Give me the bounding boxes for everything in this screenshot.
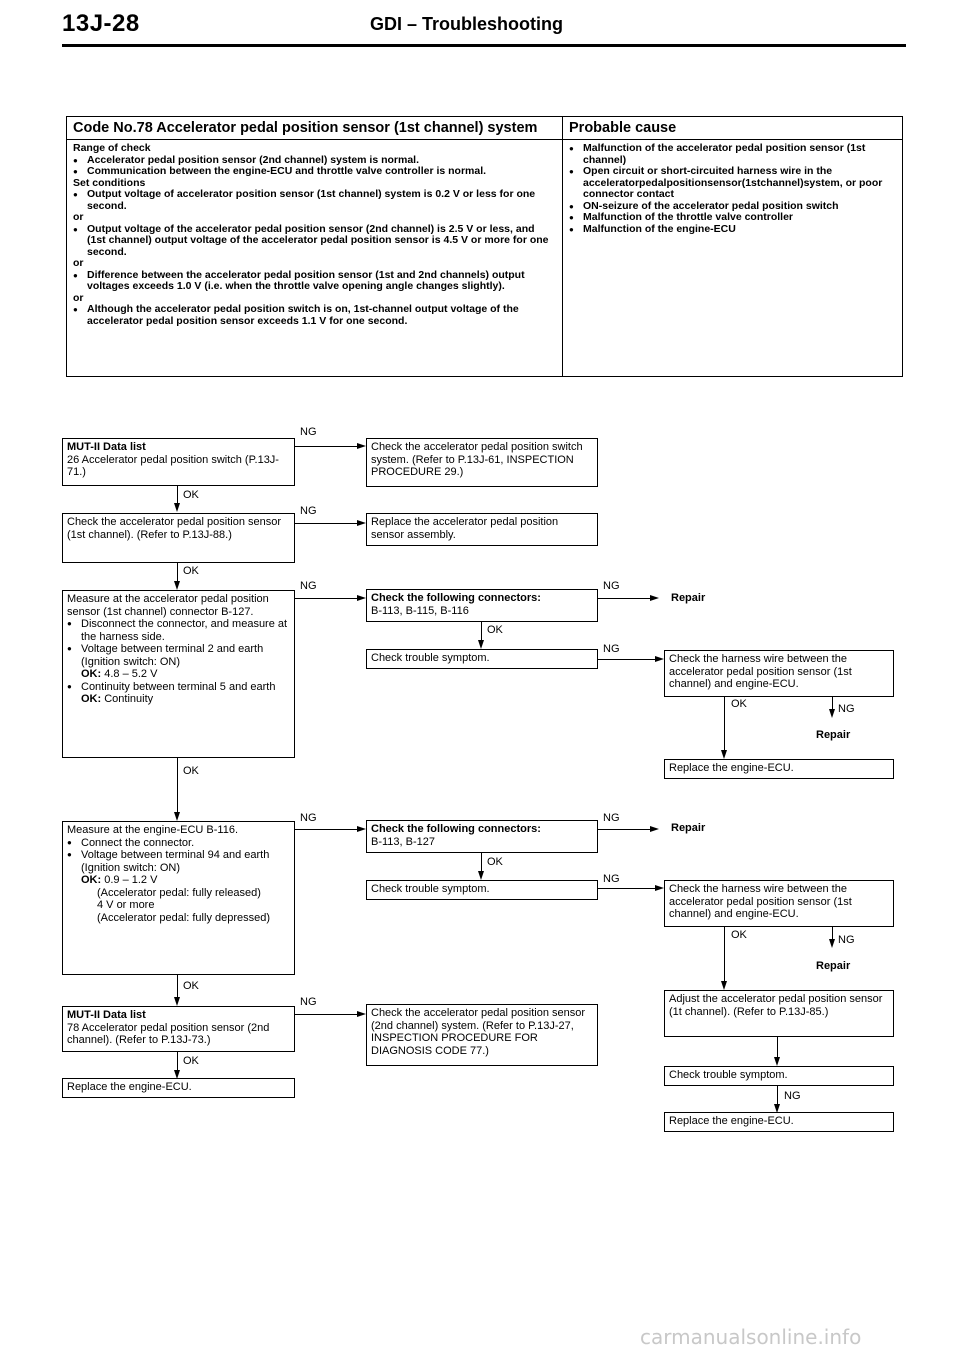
connector [777, 1086, 778, 1105]
cause-item: ● Malfunction of the throttle valve controller [569, 212, 896, 224]
arrow-down [721, 750, 727, 759]
box-text: Check trouble symptom. [371, 883, 490, 895]
arrow-right [357, 1011, 366, 1017]
or-label: or [73, 291, 84, 304]
arrow-down [478, 640, 484, 649]
ok-criterion [67, 668, 290, 681]
connector [177, 486, 178, 504]
connector [481, 622, 482, 641]
or-label: or [73, 211, 84, 223]
mut-data-list-26-box [62, 438, 295, 486]
ok-label: OK [731, 929, 747, 941]
code-title: Code No.78 Accelerator pedal position sensor (1st channel) system [73, 120, 538, 136]
check-trouble-symptom-box [366, 649, 598, 669]
ok-label: OK [183, 565, 199, 577]
ok-label: OK [183, 765, 199, 777]
box-title: Check the following connectors: [371, 823, 541, 835]
code-table [66, 116, 903, 377]
box-title: Check the following connectors: [371, 592, 541, 604]
box-item: (Ignition switch: ON) [81, 655, 181, 668]
ng-label: NG [603, 812, 620, 824]
connector [598, 598, 650, 599]
arrow-right [650, 826, 659, 832]
check-harness-box [664, 650, 894, 697]
box-text: Check the accelerator pedal position switch system. (Refer to P.13J-61, INSPECTION PROCEDURE 29.) [371, 441, 583, 478]
set-item: ● Output voltage of accelerator position sensor (1st channel) system is 0.2 V or less for one second. [73, 189, 556, 212]
set-item: ● Difference between the accelerator pedal position sensor (1st and 2nd channels) output voltages exceeds 1.0 V (i.e. when the throttle valve opening angle changes slightly). [73, 270, 556, 293]
range-item: ● Communication between the engine-ECU and throttle valve controller is normal. [73, 166, 556, 178]
arrow-right [655, 885, 664, 891]
connector [481, 853, 482, 872]
box-text: Adjust the accelerator pedal position sensor (1t channel). (Refer to P.13J-85.) [669, 993, 883, 1018]
box-text: Check trouble symptom. [371, 652, 490, 664]
arrow-down [721, 981, 727, 990]
range-item: ● Accelerator pedal position sensor (2nd channel) system is normal. [73, 155, 556, 167]
box-text: 78 Accelerator pedal position sensor (2nd channel). (Refer to P.13J-73.) [67, 1021, 270, 1046]
box-item: (Accelerator pedal: fully released) [97, 886, 261, 899]
box-text: 26 Accelerator pedal position switch (P.13J-71.) [67, 453, 279, 478]
replace-sensor-box [366, 513, 598, 546]
set-item: ● Although the accelerator pedal position switch is on, 1st-channel output voltage of the accelerator pedal position sensor exceeds 1.1 V for one second. [73, 304, 556, 327]
cause-title: Probable cause [569, 120, 677, 136]
connector [724, 927, 725, 982]
ok-label: OK [487, 624, 503, 636]
ng-label: NG [838, 703, 855, 715]
header-rule [62, 44, 906, 47]
arrow-right [357, 443, 366, 449]
check-trouble-symptom-box [664, 1066, 894, 1086]
box-text: Replace the accelerator pedal position sensor assembly. [371, 516, 559, 541]
ok-label: OK [183, 1055, 199, 1067]
ng-label: NG [300, 426, 317, 438]
connector [177, 975, 178, 998]
check-trouble-symptom-box [366, 880, 598, 900]
check-sensor-1st-box [62, 513, 295, 563]
box-text: Measure at the accelerator pedal position sensor (1st channel) connector B-127. [67, 593, 269, 618]
connector [724, 697, 725, 751]
ok-criterion-value: 4.8 – 5.2 V [104, 668, 158, 680]
connector [295, 598, 357, 599]
connector [177, 758, 178, 813]
box-item: ● Continuity between terminal 5 and earth [67, 681, 290, 694]
box-item: ● Voltage between terminal 2 and earth [67, 643, 290, 656]
arrow-down [829, 709, 835, 718]
ok-criterion-value: 0.9 – 1.2 V [104, 874, 158, 886]
arrow-right [357, 595, 366, 601]
replace-ecu-box [62, 1078, 295, 1098]
arrow-right [655, 656, 664, 662]
arrow-right [650, 595, 659, 601]
page-number: 13J-28 [62, 10, 140, 37]
check-connectors-box [366, 820, 598, 853]
arrow-down [174, 812, 180, 821]
cause-title-cell [563, 117, 903, 140]
cause-item: ● ON-seizure of the accelerator pedal position switch [569, 201, 896, 213]
check-connectors-box [366, 589, 598, 622]
connector [177, 1052, 178, 1071]
replace-ecu-box [664, 1112, 894, 1132]
ng-label: NG [838, 934, 855, 946]
ok-criterion-label: OK: [81, 668, 102, 680]
ok-criterion-label: OK: [81, 693, 102, 705]
repair-label: Repair [671, 822, 706, 834]
repair-label: Repair [671, 592, 706, 604]
box-text: Check the accelerator pedal position sensor (2nd channel) system. (Refer to P.13J-27, INSPECTION PROCEDURE FOR DIAGNOSIS CODE 77.) [371, 1007, 586, 1057]
measure-sensor-connector-box [62, 590, 295, 758]
connector [598, 829, 650, 830]
set-label: Set conditions [73, 176, 146, 189]
watermark: carmanualsonline.info [640, 1325, 862, 1349]
box-text: B-113, B-115, B-116 [371, 604, 469, 617]
measure-ecu-box [62, 821, 295, 975]
set-item: ● Output voltage of the accelerator pedal position sensor (2nd channel) is 2.5 V or less, and (1st channel) output voltage of the accelerator pedal position sensor is 4.5 V or more for one second. [73, 224, 556, 259]
box-item: (Accelerator pedal: fully depressed) [97, 911, 271, 924]
box-text: B-113, B-127 [371, 835, 436, 848]
ok-criterion-value: Continuity [104, 693, 154, 705]
arrow-down [174, 503, 180, 512]
connector [177, 563, 178, 582]
repair-label: Repair [816, 960, 851, 972]
arrow-down [174, 581, 180, 590]
ok-label: OK [487, 856, 503, 868]
replace-ecu-box [664, 759, 894, 779]
check-harness-box [664, 880, 894, 927]
adjust-sensor-box [664, 990, 894, 1037]
connector [295, 829, 357, 830]
box-text: Replace the engine-ECU. [67, 1081, 192, 1093]
box-text: Measure at the engine-ECU B-116. [67, 824, 238, 836]
box-item: ● Connect the connector. [67, 837, 290, 850]
box-item: (Ignition switch: ON) [81, 861, 181, 874]
arrow-right [357, 826, 366, 832]
arrow-right [357, 520, 366, 526]
connector [295, 446, 357, 447]
ng-label: NG [603, 643, 620, 655]
box-item: 4 V or more [97, 899, 155, 911]
cause-item: ● Malfunction of the accelerator pedal position sensor (1st channel) [569, 143, 896, 166]
ok-criterion [67, 693, 290, 706]
range-label: Range of check [73, 142, 151, 154]
ok-label: OK [183, 489, 199, 501]
box-text: Check the harness wire between the accelerator pedal position sensor (1st channel) and engine-ECU. [669, 653, 852, 690]
connector [295, 523, 357, 524]
cause-item: ● Open circuit or short-circuited harness wire in the acceleratorpedalpositionsensor(1stchannel)system, or poor connector contact [569, 166, 896, 201]
box-title: MUT-II Data list [67, 1009, 146, 1021]
ok-label: OK [731, 698, 747, 710]
box-text: Check the harness wire between the accelerator pedal position sensor (1st channel) and engine-ECU. [669, 883, 852, 920]
ng-label: NG [300, 996, 317, 1008]
ng-label: NG [300, 812, 317, 824]
code-title-cell [67, 117, 563, 140]
ng-label: NG [603, 873, 620, 885]
box-item: ● Disconnect the connector, and measure at the harness side. [67, 618, 290, 643]
page-title: GDI – Troubleshooting [370, 14, 563, 34]
box-text: Replace the engine-ECU. [669, 762, 794, 774]
ng-label: NG [300, 505, 317, 517]
ok-criterion-label: OK: [81, 874, 102, 886]
causes-cell [563, 140, 903, 377]
arrow-down [829, 939, 835, 948]
box-item: ● Voltage between terminal 94 and earth [67, 849, 290, 862]
check-switch-system-box [366, 438, 598, 487]
check-sensor-2nd-box [366, 1004, 598, 1066]
connector [295, 1014, 357, 1015]
connector [777, 1037, 778, 1058]
ok-label: OK [183, 980, 199, 992]
ng-label: NG [784, 1090, 801, 1102]
cause-item: ● Malfunction of the engine-ECU [569, 224, 896, 236]
ok-criterion [67, 874, 290, 887]
arrow-down [174, 997, 180, 1006]
conditions-cell [67, 140, 563, 377]
box-title: MUT-II Data list [67, 441, 146, 453]
or-label: or [73, 257, 84, 269]
connector [598, 659, 655, 660]
mut-data-list-78-box [62, 1006, 295, 1052]
arrow-down [774, 1057, 780, 1066]
box-text: Check trouble symptom. [669, 1069, 788, 1081]
connector [598, 888, 655, 889]
ng-label: NG [603, 580, 620, 592]
ng-label: NG [300, 580, 317, 592]
arrow-down [478, 871, 484, 880]
box-text: Replace the engine-ECU. [669, 1115, 794, 1127]
repair-label: Repair [816, 729, 851, 741]
box-text: Check the accelerator pedal position sensor (1st channel). (Refer to P.13J-88.) [67, 516, 282, 541]
